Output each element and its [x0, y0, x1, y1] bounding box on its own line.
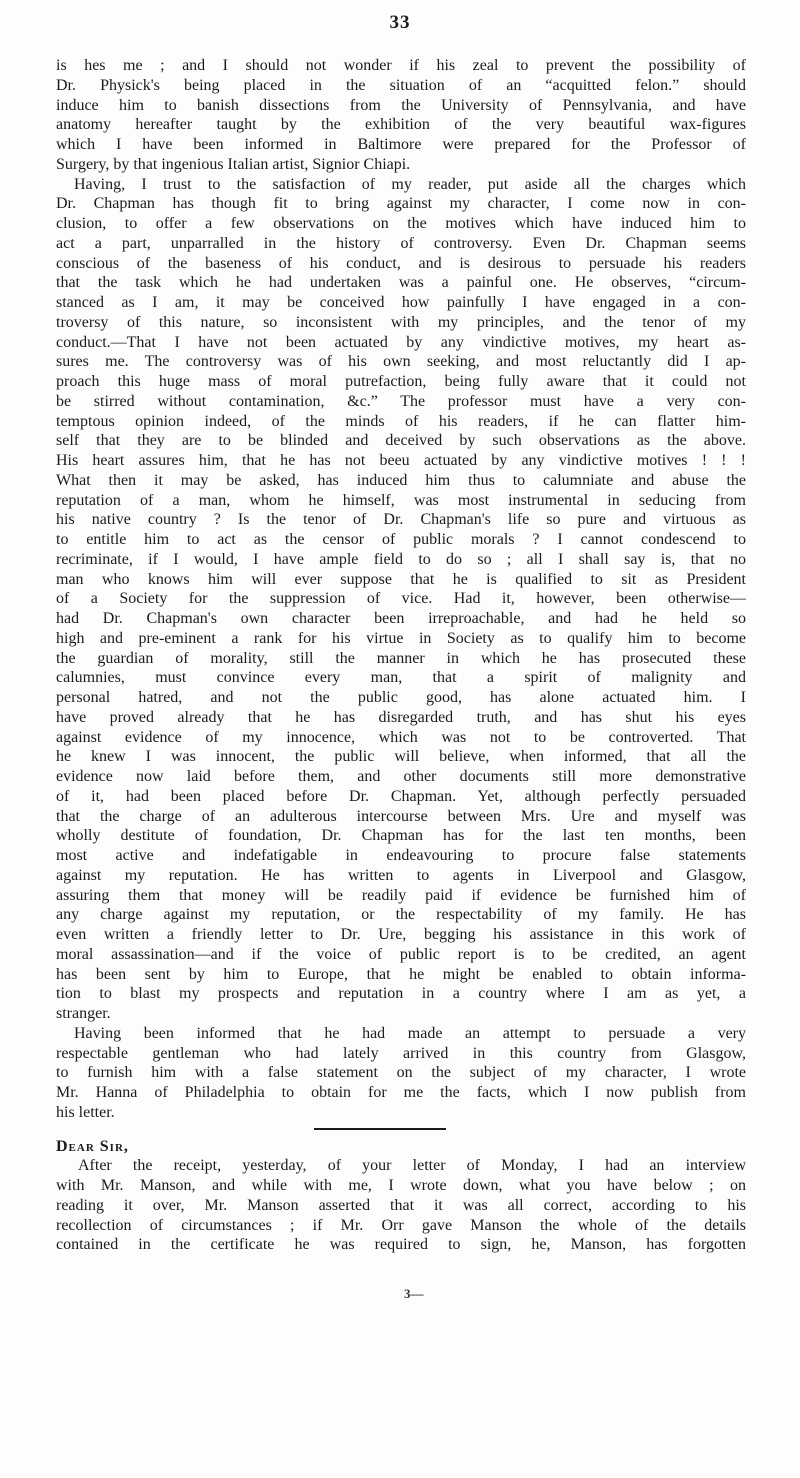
text-line: any charge against my reputation, or the respectability of my family. He has [56, 906, 746, 924]
text-line: Surgery, by that ingenious Italian artist, Signior Chiapi. [56, 155, 411, 173]
text-line: had Dr. Chapman's own character been irreproachable, and had he held so [56, 610, 746, 627]
text-line: His heart assures him, that he has not beeu actuated by any vindictive motives ! ! ! [56, 452, 746, 469]
text-line: most active and indefatigable in endeavouring to procure false statements [56, 847, 746, 864]
text-line: moral assassination—and if the voice of public report is to be credited, an agent [56, 945, 746, 963]
letter-line: recollection of circumstances ; if Mr. Orr gave Manson the whole of the details [56, 1216, 746, 1234]
text-line: be stirred without contamination, &c.” The professor must have a very con- [56, 392, 746, 410]
text-line: Mr. Hanna of Philadelphia to obtain for me the facts, which I now publish from [56, 1084, 746, 1101]
text-line: stanced as I am, it may be conceived how painfully I have engaged in a con- [56, 294, 746, 311]
letter-line: After the receipt, yesterday, of your letter of Monday, I had an interview [78, 1157, 746, 1175]
text-line: self that they are to be blinded and deceived by such observations as the above. [56, 432, 746, 450]
text-line: his letter. [56, 1103, 115, 1121]
text-line: the guardian of morality, still the manner in which he has prosecuted these [56, 649, 746, 667]
text-line: of it, had been placed before Dr. Chapman. Yet, although perfectly persuaded [56, 787, 746, 805]
text-line: even written a friendly letter to Dr. Ure, begging his assistance in this work of [56, 926, 746, 943]
text-line: against evidence of my innocence, which was not to be controverted. That [56, 728, 746, 746]
text-line: clusion, to offer a few observations on the motives which have induced him to [56, 215, 746, 232]
text-line: Dr. Chapman has though fit to bring against my character, I come now in con- [56, 195, 746, 213]
text-line: troversy of this nature, so inconsistent with my principles, and the tenor of my [56, 313, 746, 331]
text-line: sures me. The controversy was of his own seeking, and most reluctantly did I ap- [56, 353, 746, 371]
text-line: recriminate, if I would, I have ample field to do so ; all I shall say is, that no [56, 550, 746, 568]
text-line: conduct.—That I have not been actuated by any vindictive motives, my heart as- [56, 333, 746, 351]
text-line: Having, I trust to the satisfaction of my reader, put aside all the charges which [74, 175, 746, 193]
text-line: stranger. [56, 1005, 111, 1022]
text-line: anatomy hereafter taught by the exhibition of the very beautiful wax-figures [56, 116, 746, 134]
page-number: 33 [389, 12, 411, 33]
letter-line: with Mr. Manson, and while with me, I wrote down, what you have below ; on [56, 1177, 746, 1194]
printer-signature-mark: 3— [404, 1286, 424, 1301]
letter-salutation: Dear Sir, [56, 1137, 129, 1155]
text-line: calumnies, must convince every man, that a spirit of malignity and [56, 669, 746, 687]
text-line: which I have been informed in Baltimore were prepared for the Professor of [56, 136, 746, 153]
text-line: to entitle him to act as the censor of public morals ? I cannot condescend to [56, 531, 746, 548]
text-line: proach this huge mass of moral putrefaction, being fully aware that it could not [56, 373, 746, 390]
text-line: What then it may be asked, has induced him thus to calumniate and abuse the [56, 471, 746, 489]
text-line: that the charge of an adulterous intercourse between Mrs. Ure and myself was [56, 807, 746, 825]
text-line: personal hatred, and not the public good, has alone actuated him. I [56, 689, 746, 706]
text-line: have proved already that he has disregarded truth, and has shut his eyes [56, 708, 746, 726]
text-line: temptous opinion indeed, of the minds of his readers, if he can flatter him- [56, 412, 746, 430]
text-line: assuring them that money will be readily paid if evidence be furnished him of [56, 886, 746, 904]
letter-line: contained in the certificate he was required to sign, he, Manson, has forgotten [56, 1236, 746, 1254]
text-line: against my reputation. He has written to agents in Liverpool and Glasgow, [56, 866, 746, 884]
text-line: wholly destitute of foundation, Dr. Chapman has for the last ten months, been [56, 827, 746, 845]
text-line: act a part, unparralled in the history of controversy. Even Dr. Chapman seems [56, 234, 746, 252]
text-line: that the task which he had undertaken was a painful one. He observes, “circum- [56, 274, 746, 292]
text-line: reputation of a man, whom he himself, was most instrumental in seducing from [56, 491, 746, 509]
text-line: has been sent by him to Europe, that he might be enabled to obtain informa- [56, 965, 746, 983]
text-line: Dr. Physick's being placed in the situation of an “acquitted felon.” should [56, 76, 746, 94]
body-text [56, 56, 746, 1255]
text-line: respectable gentleman who had lately arrived in this country from Glasgow, [56, 1044, 746, 1062]
text-line: man who knows him will ever suppose that he is qualified to sit as President [56, 570, 746, 588]
text-line: conscious of the baseness of his conduct, and is desirous to persuade his readers [56, 254, 746, 272]
text-line: evidence now laid before them, and other documents still more demonstrative [56, 768, 746, 785]
text-line: Having been informed that he had made an attempt to persuade a very [74, 1024, 746, 1042]
text-line: tion to blast my prospects and reputation in a country where I am as yet, a [56, 985, 746, 1003]
text-line: high and pre-eminent a rank for his virtue in Society as to qualify him to become [56, 629, 746, 647]
text-line: of a Society for the suppression of vice. Had it, however, been otherwise— [56, 590, 746, 608]
section-divider [56, 1123, 746, 1137]
text-line: induce him to banish dissections from the University of Pennsylvania, and have [56, 96, 746, 114]
text-line: he knew I was innocent, the public will believe, when informed, that all the [56, 748, 746, 766]
text-line: his native country ? Is the tenor of Dr. Chapman's life so pure and virtuous as [56, 511, 746, 529]
text-line: to furnish him with a false statement on the subject of my character, I wrote [56, 1064, 746, 1082]
text-line: is hes me ; and I should not wonder if his zeal to prevent the possibility of [56, 57, 746, 74]
letter-line: reading it over, Mr. Manson asserted that it was all correct, according to his [56, 1196, 746, 1214]
